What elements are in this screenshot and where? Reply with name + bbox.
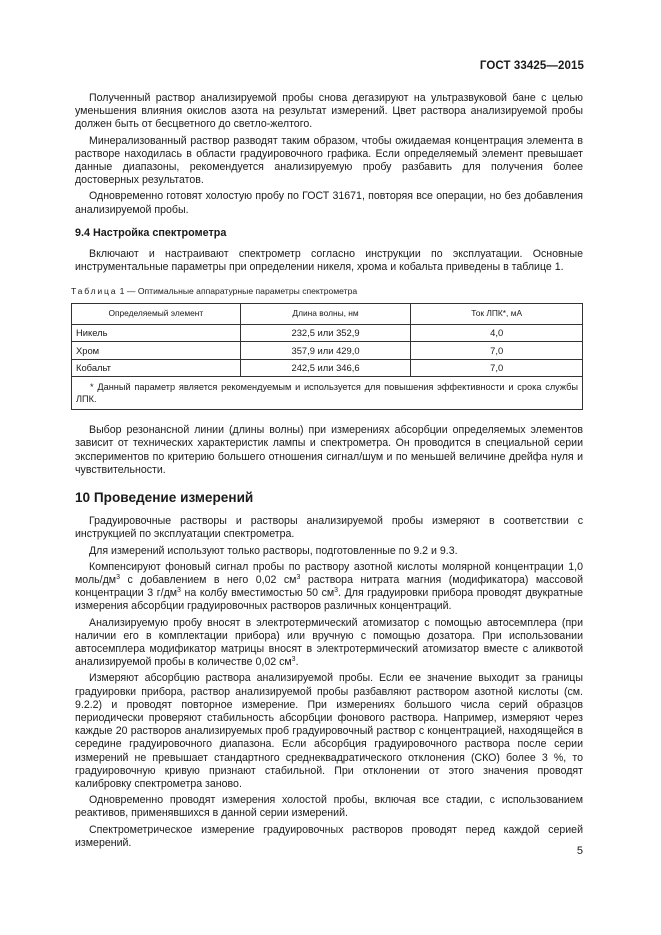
table-caption-text: 1 — Оптимальные аппаратурные параметры спектрометра xyxy=(117,286,358,297)
section-heading-9-4: 9.4 Настройка спектрометра xyxy=(75,226,227,239)
superscript: 3 xyxy=(334,587,339,595)
column-header: Ток ЛПК*, мА xyxy=(411,303,583,324)
paragraph: Включают и настраивают спектрометр согласно инструкции по эксплуатации. Основные инструментальные параметры при определении никеля, хрома и кобальта приведены в таблице 1. xyxy=(75,248,583,274)
paragraph-with-units xyxy=(75,561,583,614)
table-cell: 4,0 xyxy=(411,324,583,342)
paragraph: Полученный раствор анализируемой пробы снова дегазируют на ультразвуковой бане с целью уменьшения влияния окислов азота на результат измерений. Цвет раствора анализируемой пробы должен быть от бесцветного до светло-желтого. xyxy=(75,92,583,131)
table-row xyxy=(72,359,583,377)
text-run: на колбу вместимостью 50 см xyxy=(180,587,335,600)
table-cell: 7,0 xyxy=(411,359,583,377)
table-footnote: * Данный параметр является рекомендуемым и используется для повышения эффективности и срока службы ЛПК. xyxy=(72,377,583,410)
superscript: 3 xyxy=(116,573,120,581)
table-cell: 7,0 xyxy=(411,342,583,360)
text-run: . Для градуировки прибора проводят двукратные измерения абсорбции градуировочных растворов различных концентраций. xyxy=(75,587,583,613)
column-header: Определяемый элемент xyxy=(72,303,241,324)
paragraph: Одновременно готовят холостую пробу по ГОСТ 31671, повторяя все операции, но без добавления анализируемой пробы. xyxy=(75,190,583,216)
standard-header: ГОСТ 33425—2015 xyxy=(479,60,584,72)
table-cell: Никель xyxy=(72,324,241,342)
table-cell: 242,5 или 346,6 xyxy=(240,359,411,377)
table-caption-prefix: Таблица xyxy=(71,286,118,297)
table-cell: Хром xyxy=(72,342,241,360)
table-row xyxy=(72,324,583,342)
table-caption xyxy=(71,285,583,298)
column-header: Длина волны, нм xyxy=(240,303,411,324)
paragraph: Минерализованный раствор разводят таким образом, чтобы ожидаемая концентрация элемента в растворе находилась в области градуировочного графика. Если определяемый элемент превышает данные диапазоны, рекомендуется анализируемую пробу разбавить для получения более достоверных результатов. xyxy=(75,134,583,187)
table-footnote-row xyxy=(72,377,583,410)
table-cell: 357,9 или 429,0 xyxy=(240,342,411,360)
page-content xyxy=(71,92,583,853)
text-run: с добавлением в него 0,02 см xyxy=(119,573,297,586)
table-row xyxy=(72,342,583,360)
table-cell: 232,5 или 352,9 xyxy=(240,324,411,342)
section-heading-10: 10 Проведение измерений xyxy=(75,489,254,505)
superscript: 3 xyxy=(296,573,301,581)
paragraph: Спектрометрическое измерение градуировочных растворов проводят перед каждой серией измерений. xyxy=(75,823,583,849)
text-run: . xyxy=(295,656,299,669)
paragraph-with-units xyxy=(75,617,583,670)
page-number: 5 xyxy=(576,845,583,857)
paragraph: Градуировочные растворы и растворы анализируемой пробы измеряют в соответствии с инструкцией по эксплуатации спектрометра. xyxy=(75,515,583,541)
parameters-table xyxy=(71,303,583,411)
text-run: Анализируемую пробу вносят в электротермический атомизатор с помощью автосемплера (при наличии его в комплектации прибора) или вручную с помощью дозатора. При использовании автосемплера модификатор матрицы вносят в электротермический атомизатор вместе с аликвотой анализируемой пробы в количестве 0,02 см xyxy=(75,616,583,669)
table-cell: Кобальт xyxy=(72,359,241,377)
paragraph: Для измерений используют только растворы, подготовленные по 9.2 и 9.3. xyxy=(89,544,458,557)
text-run: Компенсируют фоновый сигнал пробы по раствору азотной кислоты молярной концентрации 1,0 моль/дм xyxy=(75,560,583,586)
table-header-row xyxy=(72,303,583,324)
superscript: 3 xyxy=(177,587,181,595)
paragraph: Одновременно проводят измерения холостой пробы, включая все стадии, с использованием реактивов, применявшихся в данной серии измерений. xyxy=(75,794,583,820)
text-run: раствора нитрата магния (модификатора) массовой концентрации 3 г/дм xyxy=(75,573,583,600)
superscript: 3 xyxy=(291,656,296,664)
paragraph: Выбор резонансной линии (длины волны) при измерениях абсорбции определяемых элементов зависит от технических характеристик лампы и спектрометра. Он проводится в специальной серии экспериментов по критерию большего отношения сигнал/шум и по меньшей величине дрейфа нуля и чувствительности. xyxy=(75,424,583,476)
paragraph: Измеряют абсорбцию раствора анализируемой пробы. Если ее значение выходит за границы градуировки прибора, раствор анализируемой пробы разбавляют раствором азотной кислоты (см. 9.2.2) и проводят повторное измерение. При измерениях большого числа серий образцов периодически проверяют стабильность абсорбции фонового раствора. Например, измеряют через каждые 20 растворов анализируемых проб градуировочный раствор с концентрацией, находящейся в середине градуировочного диапазона. Если абсорбция градуировочного раствора после серии измерений не превышает стандартного среднеквадратического отклонения (СКО) более 3 %, то градуировочную кривую признают стабильной. При отклонении от этого значения проводят калибровку спектрометра заново. xyxy=(75,672,583,791)
